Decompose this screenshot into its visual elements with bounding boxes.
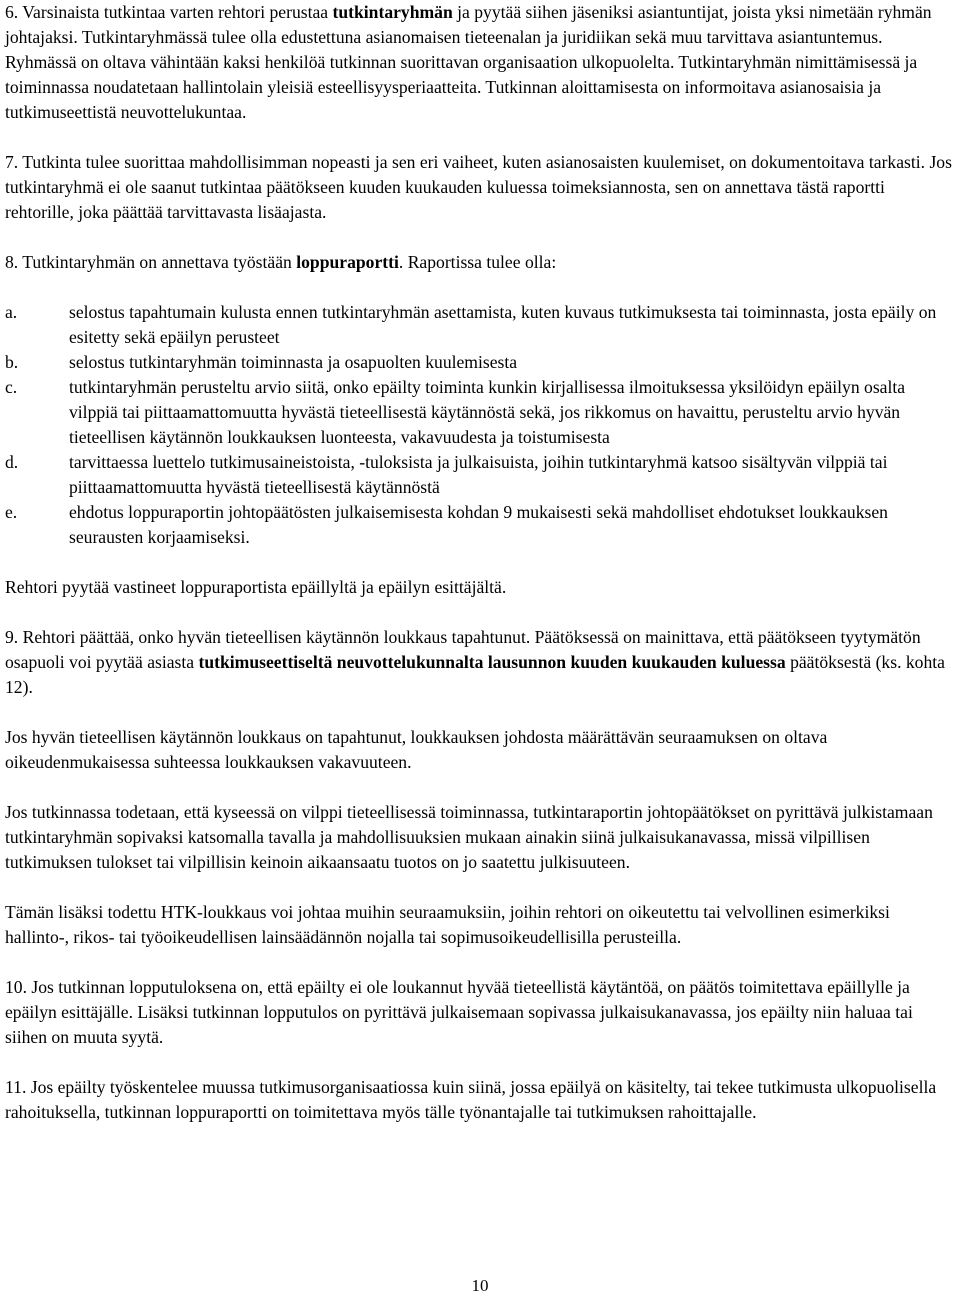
section-10-paragraph: 10. Jos tutkinnan lopputuloksena on, että epäilty ei ole loukannut hyvää tieteellistä käytäntöä, on päätös toimitettava epäillylle ja epäilyn esittäjälle. Lisäksi tutkinnan lopputulos on pyrittävä julkaisemaan sopivassa julkaisukanavassa, jos epäilty niin haluaa tai siihen on muuta syytä. xyxy=(5,977,913,1047)
page-number: 10 xyxy=(471,1276,489,1295)
list-marker: a. xyxy=(5,302,18,322)
document-page xyxy=(5,0,955,1125)
bold-term-loppuraportti: loppuraportti xyxy=(296,252,399,272)
report-contents-list xyxy=(5,300,955,550)
list-marker: b. xyxy=(5,352,19,372)
section-9-paragraph: 9. Rehtori päättää, onko hyvän tieteellisen käytännön loukkaus tapahtunut. Päätöksessä on mainittava, että päätökseen tyytymätön osapuoli voi pyytää asiasta tutkimuseettiseltä neuvottelukunnalta lausunnon kuuden kuukauden kuluessa päätöksestä (ks. kohta 12). xyxy=(5,627,945,697)
section-6-paragraph: 6. Varsinaista tutkintaa varten rehtori perustaa tutkintaryhmän ja pyytää siihen jäseniksi asiantuntijat, joista yksi nimetään ryhmän johtajaksi. Tutkintaryhmässä tulee olla edustettuna asianomaisen tieteenalan ja juridiikan sekä muu tarvittava asiantuntemus. Ryhmässä on oltava vähintään kaksi henkilöä tutkinnan suorittavan organisaation ulkopuolelta. Tutkintaryhmän nimittämisessä ja toiminnassa noudatetaan hallintolain yleisiä esteellisyysperiaatteita. Tutkinnan aloittamisesta on informoitava asianosaisia ja tutkimuseettistä neuvottelukuntaa. xyxy=(5,2,932,122)
list-marker: c. xyxy=(5,377,18,397)
list-item-text: ehdotus loppuraportin johtopäätösten julkaisemisesta kohdan 9 mukaisesti sekä mahdolliset ehdotukset loukkauksen seurausten korjaamiseksi. xyxy=(69,502,888,547)
list-item xyxy=(5,350,955,375)
list-marker: e. xyxy=(5,502,18,522)
list-item xyxy=(5,375,955,450)
bold-term-lausunto: tutkimuseettiseltä neuvottelukunnalta lausunnon kuuden kuukauden kuluessa xyxy=(198,652,786,672)
list-item xyxy=(5,500,955,550)
bold-term-tutkintaryhman: tutkintaryhmän xyxy=(332,2,453,22)
section-11-paragraph: 11. Jos epäilty työskentelee muussa tutkimusorganisaatiossa kuin siinä, jossa epäilyä on käsitelty, tai tekee tutkimusta ulkopuolisella rahoituksella, tutkinnan loppuraportti on toimitettava myös tälle työnantajalle tai tutkimuksen rahoittajalle. xyxy=(5,1077,937,1122)
vilppi-paragraph: Jos tutkinnassa todetaan, että kyseessä on vilppi tieteellisessä toiminnassa, tutkintaraportin johtopäätökset on pyrittävä julkistamaan tutkintaryhmän sopivaksi katsomalla tavalla ja mahdollisuuksien mukaan ainakin siinä julkaisukanavassa, missä vilpillisen tutkimuksen tulokset tai vilpillisin keinoin aikaansaatu tuotos on jo saatettu julkisuuteen. xyxy=(5,802,933,872)
list-item xyxy=(5,300,955,350)
list-item-text: tarvittaessa luettelo tutkimusaineistoista, -tuloksista ja julkaisuista, joihin tutkintaryhmä katsoo sisältyvän vilppiä tai piittaamattomuutta hyvästä tieteellisestä käytännöstä xyxy=(69,452,888,497)
rehtori-paragraph: Rehtori pyytää vastineet loppuraportista epäillyltä ja epäilyn esittäjältä. xyxy=(5,577,507,597)
list-item-text: tutkintaryhmän perusteltu arvio siitä, onko epäilty toiminta kunkin kirjallisessa ilmoituksessa yksilöidyn epäilyn osalta vilppiä tai piittaamattomuutta hyvästä tieteellisestä käytännöstä sekä, jos rikkomus on havaittu, perusteltu arvio hyvän tieteellisen käytännön loukkauksen luonteesta, vakavuudesta ja toistumisesta xyxy=(69,377,906,447)
list-item xyxy=(5,450,955,500)
muut-seuraamukset-paragraph: Tämän lisäksi todettu HTK-loukkaus voi johtaa muihin seuraamuksiin, joihin rehtori on oikeutettu tai velvollinen esimerkiksi hallinto-, rikos- tai työoikeudellisen lainsäädännön nojalla tai sopimusoikeudellisilla perusteilla. xyxy=(5,902,890,947)
list-marker: d. xyxy=(5,452,19,472)
section-8-paragraph: 8. Tutkintaryhmän on annettava työstään loppuraportti. Raportissa tulee olla: xyxy=(5,252,557,272)
section-7-paragraph: 7. Tutkinta tulee suorittaa mahdollisimman nopeasti ja sen eri vaiheet, kuten asianosaisten kuulemiset, on dokumentoitava tarkasti. Jos tutkintaryhmä ei ole saanut tutkintaa päätökseen kuuden kuukauden kuluessa toimeksiannosta, sen on annettava tästä raportti rehtorille, joka päättää tarvittavasta lisäajasta. xyxy=(5,152,952,222)
list-item-text: selostus tutkintaryhmän toiminnasta ja osapuolten kuulemisesta xyxy=(69,352,518,372)
seuraamus-paragraph: Jos hyvän tieteellisen käytännön loukkaus on tapahtunut, loukkauksen johdosta määrättävän seuraamuksen on oltava oikeudenmukaisessa suhteessa loukkauksen vakavuuteen. xyxy=(5,727,828,772)
list-item-text: selostus tapahtumain kulusta ennen tutkintaryhmän asettamista, kuten kuvaus tutkimuksesta tai toiminnasta, josta epäily on esitetty sekä epäilyn perusteet xyxy=(69,302,937,347)
